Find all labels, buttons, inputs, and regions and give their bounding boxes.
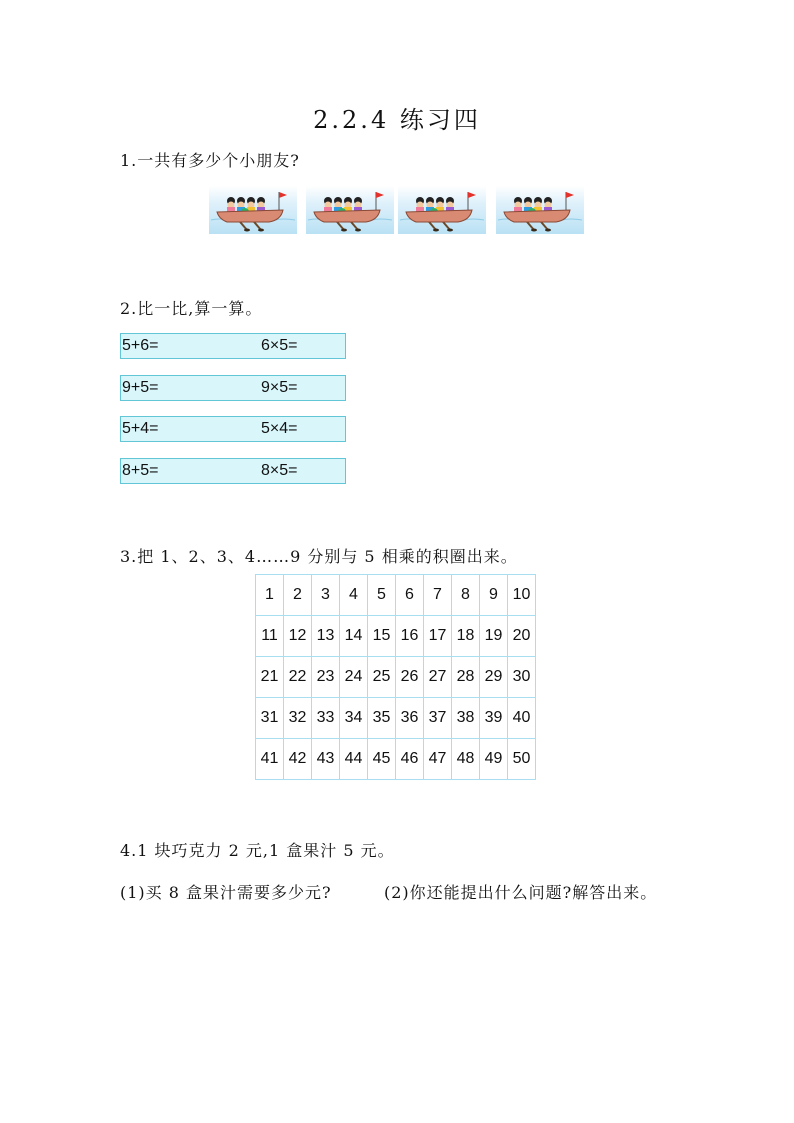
multiplication-equation: 6×5= bbox=[261, 337, 298, 354]
grid-cell[interactable]: 47 bbox=[424, 739, 452, 780]
question-4-text: 4.1 块巧克力 2 元,1 盒果汁 5 元。 bbox=[120, 841, 395, 860]
grid-cell[interactable]: 38 bbox=[452, 698, 480, 739]
question-1-text: 1.一共有多少个小朋友? bbox=[120, 151, 300, 170]
grid-cell[interactable]: 43 bbox=[312, 739, 340, 780]
grid-cell[interactable]: 30 bbox=[508, 657, 536, 698]
question-2-text: 2.比一比,算一算。 bbox=[120, 299, 263, 318]
equation-row bbox=[120, 458, 346, 484]
grid-cell[interactable]: 27 bbox=[424, 657, 452, 698]
boat-children-image bbox=[209, 186, 297, 234]
grid-cell[interactable]: 46 bbox=[396, 739, 424, 780]
question-3-text: 3.把 1、2、3、4……9 分别与 5 相乘的积圈出来。 bbox=[120, 547, 518, 566]
grid-cell[interactable]: 22 bbox=[284, 657, 312, 698]
grid-cell[interactable]: 14 bbox=[340, 616, 368, 657]
grid-cell[interactable]: 18 bbox=[452, 616, 480, 657]
grid-cell[interactable]: 36 bbox=[396, 698, 424, 739]
grid-row bbox=[256, 575, 536, 616]
grid-cell[interactable]: 6 bbox=[396, 575, 424, 616]
grid-cell[interactable]: 26 bbox=[396, 657, 424, 698]
grid-cell[interactable]: 12 bbox=[284, 616, 312, 657]
grid-cell[interactable]: 20 bbox=[508, 616, 536, 657]
addition-equation: 8+5= bbox=[122, 462, 159, 479]
grid-cell[interactable]: 15 bbox=[368, 616, 396, 657]
question-4-part-2: (2)你还能提出什么问题?解答出来。 bbox=[384, 883, 658, 902]
grid-cell[interactable]: 2 bbox=[284, 575, 312, 616]
grid-row bbox=[256, 739, 536, 780]
boat-children-image bbox=[496, 186, 584, 234]
multiplication-equation: 9×5= bbox=[261, 379, 298, 396]
grid-cell[interactable]: 7 bbox=[424, 575, 452, 616]
grid-cell[interactable]: 37 bbox=[424, 698, 452, 739]
question-4-part-1: (1)买 8 盒果汁需要多少元? bbox=[120, 883, 332, 902]
grid-cell[interactable]: 10 bbox=[508, 575, 536, 616]
grid-cell[interactable]: 4 bbox=[340, 575, 368, 616]
grid-cell[interactable]: 34 bbox=[340, 698, 368, 739]
grid-cell[interactable]: 25 bbox=[368, 657, 396, 698]
grid-cell[interactable]: 5 bbox=[368, 575, 396, 616]
grid-cell[interactable]: 23 bbox=[312, 657, 340, 698]
grid-cell[interactable]: 24 bbox=[340, 657, 368, 698]
grid-cell[interactable]: 35 bbox=[368, 698, 396, 739]
grid-cell[interactable]: 19 bbox=[480, 616, 508, 657]
grid-cell[interactable]: 33 bbox=[312, 698, 340, 739]
equation-row bbox=[120, 416, 346, 442]
grid-cell[interactable]: 16 bbox=[396, 616, 424, 657]
grid-cell[interactable]: 40 bbox=[508, 698, 536, 739]
equation-row bbox=[120, 375, 346, 401]
addition-equation: 5+4= bbox=[122, 420, 159, 437]
number-grid bbox=[255, 574, 536, 780]
grid-row bbox=[256, 698, 536, 739]
grid-cell[interactable]: 21 bbox=[256, 657, 284, 698]
grid-cell[interactable]: 44 bbox=[340, 739, 368, 780]
grid-cell[interactable]: 48 bbox=[452, 739, 480, 780]
grid-cell[interactable]: 41 bbox=[256, 739, 284, 780]
grid-cell[interactable]: 49 bbox=[480, 739, 508, 780]
equation-row bbox=[120, 333, 346, 359]
grid-cell[interactable]: 50 bbox=[508, 739, 536, 780]
grid-row bbox=[256, 657, 536, 698]
boat-children-image bbox=[398, 186, 486, 234]
grid-cell[interactable]: 11 bbox=[256, 616, 284, 657]
grid-cell[interactable]: 9 bbox=[480, 575, 508, 616]
grid-cell[interactable]: 17 bbox=[424, 616, 452, 657]
grid-cell[interactable]: 39 bbox=[480, 698, 508, 739]
multiplication-equation: 8×5= bbox=[261, 462, 298, 479]
grid-cell[interactable]: 1 bbox=[256, 575, 284, 616]
boat-children-image bbox=[306, 186, 394, 234]
addition-equation: 9+5= bbox=[122, 379, 159, 396]
addition-equation: 5+6= bbox=[122, 337, 159, 354]
multiplication-equation: 5×4= bbox=[261, 420, 298, 437]
grid-cell[interactable]: 31 bbox=[256, 698, 284, 739]
grid-cell[interactable]: 28 bbox=[452, 657, 480, 698]
grid-cell[interactable]: 45 bbox=[368, 739, 396, 780]
grid-cell[interactable]: 13 bbox=[312, 616, 340, 657]
grid-cell[interactable]: 32 bbox=[284, 698, 312, 739]
grid-cell[interactable]: 8 bbox=[452, 575, 480, 616]
grid-cell[interactable]: 42 bbox=[284, 739, 312, 780]
page-title: 2.2.4 练习四 bbox=[313, 106, 481, 134]
grid-cell[interactable]: 29 bbox=[480, 657, 508, 698]
grid-cell[interactable]: 3 bbox=[312, 575, 340, 616]
grid-row bbox=[256, 616, 536, 657]
